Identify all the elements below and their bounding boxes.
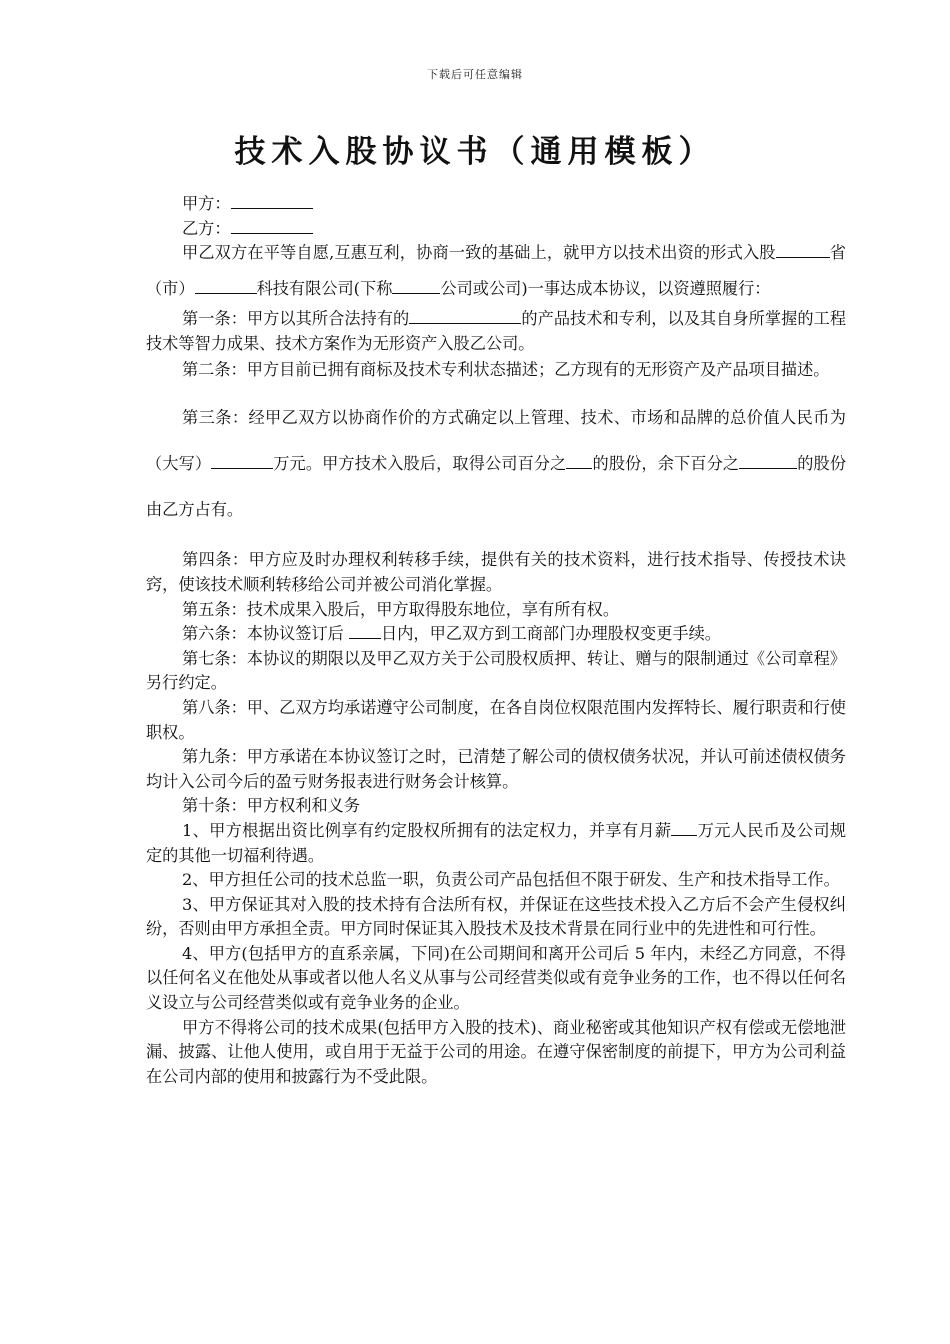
article-9: 第九条：甲方承诺在本协议签订之时，已清楚了解公司的债权债务状况，并认可前述债权债务均计入公司今后的盈亏财务报表进行财务会计核算。 — [146, 747, 846, 791]
intro-paragraph: 甲乙双方在平等自愿,互惠互利，协商一致的基础上，就甲方以技术出资的形式入股 省（市） 科技有限公司(下称 公司或公司)一事达成本协议，以资遵照履行： — [146, 243, 846, 299]
article-3: 第三条：经甲乙双方以协商作价的方式确定以上管理、技术、市场和品牌的总价值人民币为（大写） 万元。甲方技术入股后，取得公司百分之 的股份，余下百分之 的股份由乙方占有。 — [146, 408, 847, 520]
page-header: 下载后可任意编辑 — [427, 68, 523, 81]
article-7: 第七条：本协议的期限以及甲乙双方关于公司股权质押、转让、赠与的限制通过《公司章程》另行约定。 — [146, 648, 846, 693]
party-a-blank — [231, 193, 313, 209]
party-a-percent-blank — [566, 453, 592, 469]
clause-3: 3、甲方保证其对入股的技术持有合法所有权，并保证在这些技术投入乙方后不会产生侵权纠纷，否则由甲方承担全责。甲方同时保证其入股技术及技术背景在同行业中的先进性和可行性。 — [146, 894, 846, 939]
article-4: 第四条：甲方应及时办理权利转移手续，提供有关的技术资料，进行技术指导、传授技术诀窍，使该技术顺利转移给公司并被公司消化掌握。 — [146, 550, 846, 594]
company-name-blank — [195, 278, 257, 294]
document-title: 技术入股协议书（通用模板） — [234, 134, 716, 170]
article-5: 第五条：技术成果入股后，甲方取得股东地位，享有所有权。 — [182, 599, 620, 619]
party-b-label: 乙方： — [182, 218, 231, 238]
article-1: 第一条：甲方以其所合法持有的 的产品技术和专利，以及其自身所掌握的工程技术等智力成果、技术方案作为无形资产入股乙公司。 — [146, 309, 847, 353]
short-name-blank — [392, 278, 440, 294]
party-a-label: 甲方： — [182, 194, 231, 213]
article-8: 第八条：甲、乙双方均承诺遵守公司制度，在各自岗位权限范围内发挥特长、履行职责和行使职权。 — [146, 697, 846, 742]
article-2: 第二条：甲方目前已拥有商标及技术专利状态描述；乙方现有的无形资产及产品项目描述。 — [182, 360, 830, 380]
clause-1: 1、甲方根据出资比例享有约定股权所拥有的法定权力，并享有月薪 万元人民币及公司规定的其他一切福利待遇。 — [146, 820, 847, 865]
clause-4: 4、甲方(包括甲方的直系亲属，下同)在公司期间和离开公司后 5 年内，未经乙方同意，不得以任何名义在他处从事或者以他人名义从事与公司经营类似或有竞争业务的工作，也不得以任何名义设立与公司经营类似或有竞争业务的企业。 — [146, 943, 846, 1013]
days-blank — [349, 623, 381, 639]
document-body — [146, 192, 846, 1089]
party-b-percent-blank — [739, 453, 797, 469]
article-6: 第六条：本协议签订后 日内，甲乙双方到工商部门办理股权变更手续。 — [182, 624, 721, 644]
clause-2: 2、甲方担任公司的技术总监一职，负责公司产品包括但不限于研发、生产和技术指导工作。 — [182, 870, 840, 890]
value-blank — [211, 453, 273, 469]
party-b-blank — [231, 218, 313, 234]
product-blank — [409, 308, 521, 324]
article-10: 第十条：甲方权利和义务 — [182, 796, 361, 816]
confidentiality-paragraph: 甲方不得将公司的技术成果(包括甲方入股的技术)、商业秘密或其他知识产权有偿或无偿地泄漏、披露、让他人使用，或自用于无益于公司的用途。在遵守保密制度的前提下，甲方为公司利益在公司内部的使用和披露行为不受此限。 — [146, 1017, 846, 1086]
province-blank — [776, 242, 830, 258]
party-a-line — [146, 192, 846, 217]
salary-blank — [671, 820, 697, 836]
